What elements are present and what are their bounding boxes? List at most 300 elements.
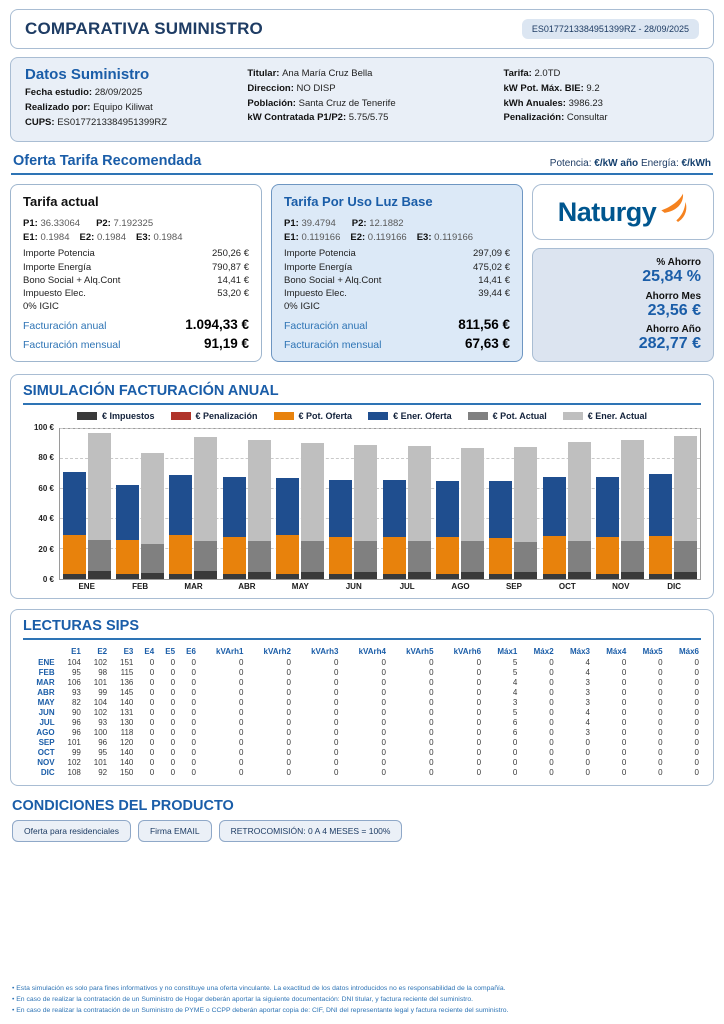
sips-value-cell: 0 [658, 708, 663, 718]
sips-value-cell: 0 [381, 758, 386, 768]
x-tick-label: SEP [505, 581, 522, 591]
bar-group-abr [223, 429, 271, 579]
oferta-bar [649, 429, 672, 579]
segment-impuestos [248, 572, 271, 579]
sips-value-cell: 0 [149, 718, 155, 728]
card-title: Tarifa actual [23, 194, 99, 210]
naturgy-logo [532, 184, 714, 240]
sips-value-cell: 6 [512, 728, 518, 738]
sips-value-cell: 0 [239, 758, 244, 768]
sips-value-cell: 0 [549, 718, 554, 728]
sips-value-cell: 0 [286, 728, 291, 738]
segment-ener_oferta [63, 472, 86, 535]
sips-value-cell: 130 [120, 718, 134, 728]
legend-item: € Penalización [171, 411, 258, 421]
sips-value-cell: 140 [120, 758, 134, 768]
segment-pot_oferta [329, 537, 352, 575]
sips-value-cell: 98 [98, 668, 108, 678]
sips-value-cell: 0 [476, 678, 482, 688]
segment-impuestos [621, 572, 644, 579]
chart-area [23, 422, 701, 584]
sips-value-cell: 102 [67, 758, 81, 768]
datos-field: CUPS: ES0177213384951399RZ [25, 116, 168, 128]
facturacion-anual-row: Facturación anual 811,56 € [284, 316, 510, 332]
sips-value-cell: 96 [71, 728, 81, 738]
sips-value-cell: 108 [67, 768, 81, 778]
sips-value-cell: 0 [149, 658, 155, 668]
sips-value-cell: 0 [621, 748, 627, 758]
segment-pot_oferta [169, 535, 192, 574]
legal-footer [10, 984, 714, 1020]
sips-month-cell: DIC [40, 768, 55, 778]
oferta-bar [276, 429, 299, 579]
actual-bar [621, 429, 644, 579]
oferta-bar [596, 429, 619, 579]
sips-value-cell: 0 [585, 748, 590, 758]
x-tick-label: NOV [612, 581, 630, 591]
card-title: Tarifa Por Uso Luz Base [284, 194, 433, 210]
segment-pot_oferta [223, 537, 246, 575]
sips-value-cell: 0 [476, 668, 482, 678]
segment-pot_actual [674, 541, 697, 573]
sips-row-abr [23, 688, 701, 698]
sips-value-cell: 0 [334, 698, 339, 708]
legend-item: € Pot. Oferta [274, 411, 353, 421]
sips-value-cell: 106 [67, 678, 81, 688]
importe-row: Importe Energía 475,02 € [284, 261, 510, 273]
sips-value-cell: 0 [694, 698, 699, 708]
segment-ener_oferta [329, 480, 352, 537]
sips-value-cell: 151 [120, 658, 134, 668]
sips-value-cell: 5 [512, 668, 518, 678]
sips-value-cell: 0 [170, 668, 176, 678]
reference-badge: ES0177213384951399RZ - 28/09/2025 [522, 19, 699, 39]
simulacion-panel [10, 374, 714, 599]
sips-value-cell: 0 [170, 768, 176, 778]
sips-value-cell: 0 [381, 658, 386, 668]
datos-suministro-panel [10, 57, 714, 142]
sips-value-cell: 0 [239, 658, 244, 668]
sips-row-ago [23, 728, 701, 738]
segment-ener_oferta [596, 477, 619, 537]
importe-row: Impuesto Elec. 53,20 € [23, 287, 249, 299]
naturgy-wordmark: Naturgy [557, 196, 657, 227]
sips-value-cell: 0 [476, 748, 482, 758]
sips-value-cell: 0 [381, 728, 386, 738]
oferta-section-heading [11, 152, 713, 175]
sips-value-cell: 140 [120, 698, 134, 708]
segment-pot_actual [301, 541, 324, 573]
importe-row: Importe Energía 790,87 € [23, 261, 249, 273]
sips-value-cell: 0 [286, 708, 291, 718]
sips-value-cell: 0 [149, 698, 155, 708]
legend-item: € Impuestos [77, 411, 155, 421]
sips-value-cell: 6 [512, 718, 518, 728]
sips-value-cell: 0 [286, 768, 291, 778]
sips-col-header: Máx6 [678, 646, 699, 656]
sips-value-cell: 0 [381, 708, 386, 718]
sips-value-cell: 0 [334, 658, 339, 668]
segment-ener_oferta [116, 485, 139, 540]
sips-value-cell: 0 [239, 708, 244, 718]
sips-value-cell: 0 [429, 658, 434, 668]
sips-value-cell: 0 [585, 768, 590, 778]
sips-value-cell: 0 [170, 758, 176, 768]
sips-col-header: Máx5 [642, 646, 663, 656]
segment-ener_actual [194, 437, 217, 541]
units-note: Potencia: €/kW año Energía: €/kWh [549, 158, 711, 170]
condiciones-buttons [12, 820, 712, 842]
sips-value-cell: 0 [149, 688, 155, 698]
sips-value-cell: 0 [694, 668, 699, 678]
sips-value-cell: 0 [191, 698, 196, 708]
sips-row-nov [23, 758, 701, 768]
segment-ener_oferta [489, 481, 512, 538]
sips-value-cell: 0 [549, 688, 554, 698]
sips-row-sep [23, 738, 701, 748]
sips-value-cell: 0 [239, 728, 244, 738]
datos-field: Población: Santa Cruz de Tenerife [247, 97, 396, 109]
sips-value-cell: 0 [658, 758, 663, 768]
sips-value-cell: 0 [621, 688, 627, 698]
sips-value-cell: 0 [334, 738, 339, 748]
segment-pot_oferta [383, 537, 406, 575]
sips-col-header: E2 [97, 646, 108, 656]
bar-group-feb [116, 429, 164, 579]
datos-title: Datos Suministro [25, 66, 150, 83]
ahorro-pct-block [545, 257, 701, 286]
sips-value-cell: 3 [512, 698, 518, 708]
sips-value-cell: 0 [549, 668, 554, 678]
sips-col-header: E5 [165, 646, 176, 656]
sips-value-cell: 0 [239, 738, 244, 748]
sips-value-cell: 145 [120, 688, 134, 698]
x-tick-label: JUN [345, 581, 362, 591]
sips-value-cell: 136 [120, 678, 134, 688]
segment-impuestos [88, 571, 111, 579]
segment-pot_actual [621, 541, 644, 573]
sips-value-cell: 3 [585, 698, 590, 708]
sips-value-cell: 0 [429, 668, 434, 678]
sips-value-cell: 0 [621, 718, 627, 728]
bar-group-ene [63, 429, 111, 579]
sips-row-may [23, 698, 701, 708]
sips-month-cell: JUN [38, 708, 55, 718]
datos-col-titular [247, 66, 503, 131]
condition-pill-0[interactable]: Oferta para residenciales [12, 820, 131, 842]
sips-value-cell: 0 [429, 718, 434, 728]
sips-col-header: Máx2 [533, 646, 554, 656]
sips-col-header: E4 [144, 646, 155, 656]
y-tick-label: 80 € [38, 453, 54, 463]
chart-x-axis [60, 580, 701, 591]
datos-col-tarifa [504, 66, 699, 131]
tarifa-oferta-card [271, 184, 523, 362]
sips-value-cell: 0 [239, 698, 244, 708]
sips-value-cell: 0 [549, 738, 554, 748]
oferta-title: Oferta Tarifa Recomendada [13, 153, 202, 170]
sips-value-cell: 0 [658, 768, 663, 778]
actual-bar [354, 429, 377, 579]
sips-value-cell: 0 [191, 658, 196, 668]
sips-value-cell: 5 [512, 708, 518, 718]
chart-y-axis [23, 422, 59, 584]
y-tick-label: 60 € [38, 483, 54, 493]
ahorro-ano-label: Ahorro Año [645, 323, 701, 335]
sips-value-cell: 3 [585, 678, 590, 688]
ahorro-ano-block [545, 324, 701, 353]
sips-month-cell: ENE [38, 658, 55, 668]
sips-value-cell: 131 [120, 708, 134, 718]
segment-pot_actual [461, 541, 484, 573]
datos-field: kW Contratada P1/P2: 5.75/5.75 [247, 112, 389, 124]
sips-value-cell: 0 [149, 708, 155, 718]
footer-line: • En caso de realizar la contratación de un Suministro de PYME o CCPP deberán aportar copia de: CIF, DNI del representante legal y factura reciente del suministro. [12, 1007, 509, 1015]
sips-value-cell: 5 [512, 658, 518, 668]
sips-value-cell: 0 [191, 748, 196, 758]
bar-group-jul [383, 429, 431, 579]
oferta-bar [116, 429, 139, 579]
sips-table [23, 646, 701, 778]
sips-value-cell: 0 [191, 738, 196, 748]
footer-line: • En caso de realizar la contratación de un Suministro de Hogar deberán aportar la siguiente documentación: DNI titular, y factura reciente del suministro. [12, 996, 474, 1004]
sips-value-cell: 0 [549, 678, 554, 688]
sips-value-cell: 0 [658, 698, 663, 708]
sips-row-mar [23, 678, 701, 688]
datos-field: Penalización: Consultar [503, 112, 608, 124]
segment-ener_actual [408, 446, 431, 541]
segment-ener_actual [88, 433, 111, 540]
sips-row-oct [23, 748, 701, 758]
datos-field: Realizado por: Equipo Kiliwat [25, 101, 153, 113]
segment-impuestos [383, 574, 406, 579]
sips-value-cell: 0 [286, 668, 291, 678]
condition-pill-2[interactable]: RETROCOMISIÓN: 0 A 4 MESES = 100% [219, 820, 403, 842]
segment-impuestos [141, 573, 164, 579]
facturacion-anual-row: Facturación anual 1.094,33 € [23, 316, 249, 332]
segment-ener_oferta [649, 474, 672, 536]
sips-value-cell: 101 [93, 758, 108, 768]
segment-impuestos [354, 572, 377, 579]
oferta-bar [63, 429, 86, 579]
bar-group-oct [543, 429, 591, 579]
sips-value-cell: 0 [149, 728, 155, 738]
segment-pot_oferta [596, 537, 619, 575]
datos-tarifa-list [504, 68, 699, 125]
segment-impuestos [514, 572, 537, 579]
segment-ener_oferta [276, 478, 299, 536]
sips-value-cell: 0 [585, 738, 590, 748]
sips-value-cell: 0 [429, 688, 434, 698]
sips-value-cell: 0 [621, 768, 627, 778]
sips-value-cell: 0 [621, 738, 627, 748]
segment-ener_oferta [223, 477, 246, 537]
sips-value-cell: 0 [694, 758, 699, 768]
sips-value-cell: 0 [170, 688, 176, 698]
sips-value-cell: 0 [191, 688, 196, 698]
sips-value-cell: 0 [334, 718, 339, 728]
actual-bar [88, 429, 111, 579]
sips-value-cell: 0 [149, 768, 155, 778]
sips-value-cell: 0 [549, 758, 554, 768]
importe-row: Bono Social + Alq.Cont 14,41 € [284, 274, 510, 286]
sips-value-cell: 0 [429, 698, 434, 708]
sips-value-cell: 0 [239, 678, 244, 688]
sips-value-cell: 0 [191, 678, 196, 688]
segment-pot_oferta [649, 536, 672, 574]
condiciones-title: CONDICIONES DEL PRODUCTO [12, 797, 234, 814]
actual-bar [248, 429, 271, 579]
sips-value-cell: 0 [239, 688, 244, 698]
oferta-bar [383, 429, 406, 579]
tariff-comparison-row [10, 184, 714, 362]
sips-value-cell: 0 [476, 718, 482, 728]
sips-value-cell: 0 [658, 738, 663, 748]
p-prices: P1: 36.33064 P2: 7.192325 [23, 218, 154, 230]
segment-pot_oferta [276, 535, 299, 574]
sips-value-cell: 0 [239, 718, 244, 728]
segment-impuestos [543, 574, 566, 579]
sips-month-cell: JUL [39, 718, 55, 728]
sips-month-cell: MAY [37, 698, 55, 708]
sips-value-cell: 0 [549, 748, 554, 758]
segment-ener_actual [354, 445, 377, 541]
sips-month-cell: NOV [37, 758, 55, 768]
sips-value-cell: 0 [381, 678, 386, 688]
legend-swatch [368, 412, 388, 420]
sips-value-cell: 0 [381, 718, 386, 728]
y-tick-label: 40 € [38, 514, 54, 524]
sips-value-cell: 4 [512, 688, 518, 698]
segment-impuestos [568, 572, 591, 579]
ahorro-mes-block [545, 291, 701, 320]
sips-col-header: Máx4 [606, 646, 627, 656]
sips-value-cell: 0 [170, 658, 176, 668]
page-title: COMPARATIVA SUMINISTRO [25, 19, 263, 38]
legend-item: € Pot. Actual [468, 411, 547, 421]
sips-col-header: kVArh4 [358, 646, 386, 656]
sips-value-cell: 0 [621, 728, 627, 738]
ahorro-panel [532, 248, 714, 362]
segment-ener_oferta [436, 481, 459, 537]
sips-value-cell: 0 [149, 668, 155, 678]
segment-pot_actual [568, 541, 591, 573]
sips-value-cell: 0 [429, 738, 434, 748]
sips-value-cell: 0 [621, 708, 627, 718]
sips-col-header: kVArh2 [263, 646, 291, 656]
datos-field: Tarifa: 2.0TD [503, 68, 561, 79]
sips-value-cell: 0 [658, 688, 663, 698]
sips-value-cell: 82 [71, 698, 81, 708]
lecturas-sips-panel [10, 609, 714, 786]
e-prices: E1: 0.119166 E2: 0.119166 E3: 0.119166 [284, 232, 474, 244]
segment-impuestos [674, 572, 697, 579]
sips-value-cell: 120 [120, 738, 134, 748]
sips-value-cell: 0 [658, 718, 663, 728]
segment-ener_actual [461, 448, 484, 541]
sips-value-cell: 0 [286, 678, 291, 688]
actual-bar [194, 429, 217, 579]
sips-value-cell: 93 [71, 688, 81, 698]
sips-value-cell: 0 [334, 748, 339, 758]
sips-value-cell: 0 [429, 748, 434, 758]
segment-pot_actual [514, 542, 537, 572]
ahorro-mes-label: Ahorro Mes [645, 290, 701, 302]
footer-line: • Esta simulación es solo para fines informativos y no constituye una oferta vinculante. La exactitud de los datos introducidos no es responsabilidad de la compañía. [12, 985, 506, 993]
legend-swatch [77, 412, 97, 420]
sips-row-ene [23, 658, 701, 668]
sips-col-header: kVArh5 [406, 646, 434, 656]
sips-value-cell: 0 [334, 758, 339, 768]
sips-value-cell: 0 [512, 768, 518, 778]
y-tick-label: 0 € [42, 574, 54, 584]
sips-value-cell: 0 [334, 728, 339, 738]
sips-value-cell: 115 [120, 668, 134, 678]
sips-value-cell: 0 [149, 738, 155, 748]
sips-value-cell: 101 [93, 678, 108, 688]
sips-col-header: kVArh6 [453, 646, 482, 656]
sips-value-cell: 4 [585, 708, 590, 718]
sips-value-cell: 0 [286, 748, 291, 758]
segment-ener_actual [248, 440, 271, 541]
sips-value-cell: 0 [191, 758, 196, 768]
actual-bar [461, 429, 484, 579]
importe-row: Importe Potencia 297,09 € [284, 248, 510, 260]
sips-col-header: E1 [71, 646, 81, 656]
importe-row: Impuesto Elec. 39,44 € [284, 287, 510, 299]
sips-value-cell: 0 [334, 668, 339, 678]
sips-value-cell: 0 [658, 728, 663, 738]
segment-impuestos [408, 572, 431, 579]
sips-value-cell: 0 [170, 708, 176, 718]
x-tick-label: JUL [399, 581, 415, 591]
oferta-bar [169, 429, 192, 579]
sips-value-cell: 0 [170, 698, 176, 708]
sips-value-cell: 0 [694, 738, 699, 748]
sips-value-cell: 0 [694, 718, 699, 728]
sips-value-cell: 0 [286, 658, 291, 668]
sips-value-cell: 0 [585, 758, 590, 768]
datos-field: Direccion: NO DISP [247, 82, 336, 94]
sips-value-cell: 0 [170, 678, 176, 688]
legend-item: € Ener. Actual [563, 411, 647, 421]
actual-bar [674, 429, 697, 579]
chart-plot [59, 428, 701, 580]
condition-pill-1[interactable]: Firma EMAIL [138, 820, 212, 842]
sips-value-cell: 140 [120, 748, 134, 758]
sips-value-cell: 99 [71, 748, 81, 758]
sips-value-cell: 0 [512, 738, 518, 748]
segment-pot_actual [194, 541, 217, 572]
sips-value-cell: 0 [286, 758, 291, 768]
sips-col-header: kVArh3 [311, 646, 339, 656]
sips-value-cell: 0 [694, 708, 699, 718]
ahorro-mes-value: 23,56 € [647, 301, 701, 319]
segment-ener_oferta [169, 475, 192, 536]
sips-value-cell: 3 [585, 688, 590, 698]
sips-value-cell: 90 [71, 708, 81, 718]
sips-value-cell: 0 [658, 678, 663, 688]
oferta-bar [543, 429, 566, 579]
segment-impuestos [63, 574, 86, 579]
x-tick-label: DIC [667, 581, 682, 591]
actual-bar [141, 429, 164, 579]
segment-impuestos [169, 574, 192, 579]
sips-value-cell: 0 [658, 748, 663, 758]
sips-value-cell: 0 [512, 758, 518, 768]
sips-value-cell: 0 [621, 698, 627, 708]
actual-bar [408, 429, 431, 579]
